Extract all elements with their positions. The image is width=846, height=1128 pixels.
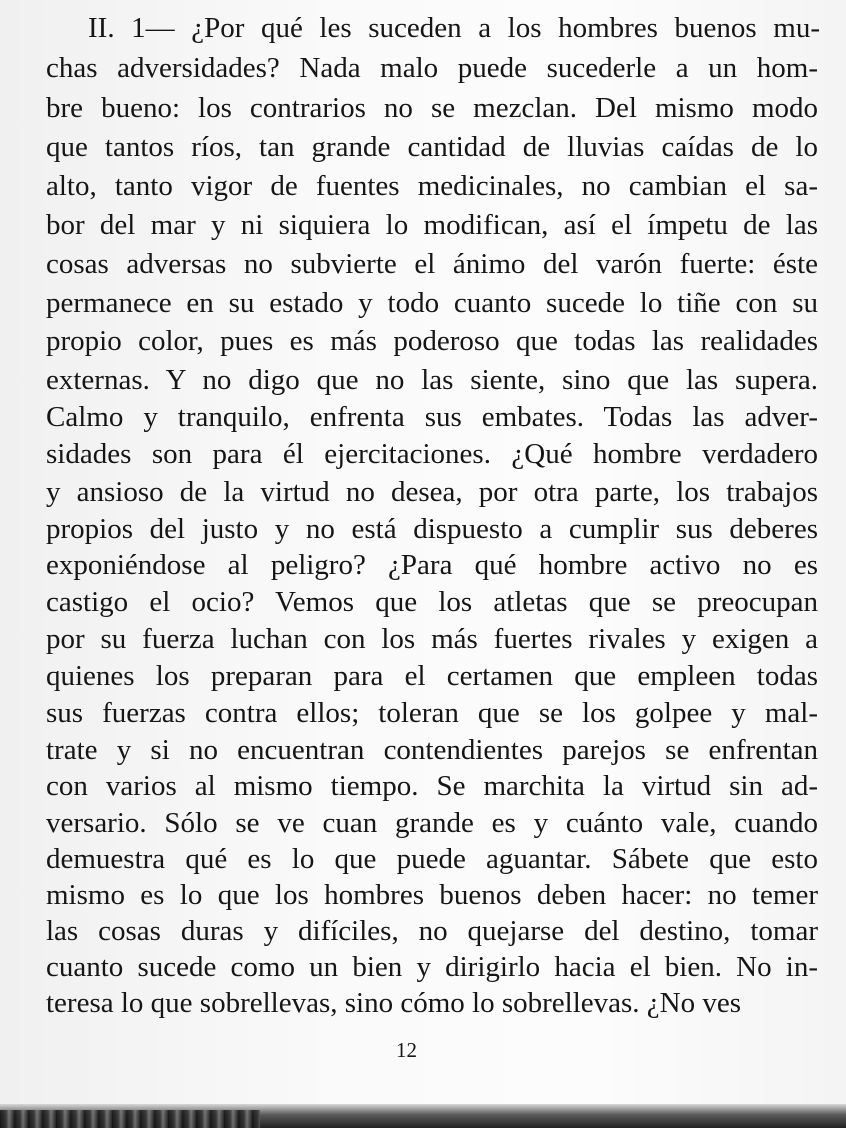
text-line: propios del justo y no está dispuesto a cumplir sus deberes xyxy=(46,513,818,545)
text-line: demuestra qué es lo que puede aguantar. Sábete que esto xyxy=(46,843,818,875)
text-line: sus fuerzas contra ellos; toleran que se los golpee y mal- xyxy=(46,697,818,729)
text-line: quienes los preparan para el certamen que empleen todas xyxy=(46,660,818,692)
text-line: permanece en su estado y todo cuanto sucede lo tiñe con su xyxy=(46,287,818,319)
text-line: II. 1— ¿Por qué les suceden a los hombres buenos mu- xyxy=(88,12,820,44)
text-line: castigo el ocio? Vemos que los atletas que se preocupan xyxy=(46,586,818,618)
text-line: Calmo y tranquilo, enfrenta sus embates. Todas las adver- xyxy=(46,401,818,433)
text-line: versario. Sólo se ve cuan grande es y cuánto vale, cuando xyxy=(46,807,818,839)
text-line: con varios al mismo tiempo. Se marchita la virtud sin ad- xyxy=(46,770,818,802)
text-line: mismo es lo que los hombres buenos deben hacer: no temer xyxy=(46,879,818,911)
text-line: por su fuerza luchan con los más fuertes rivales y exigen a xyxy=(46,623,818,655)
text-line: y ansioso de la virtud no desea, por otra parte, los trabajos xyxy=(46,476,818,508)
text-line: externas. Y no digo que no las siente, sino que las supera. xyxy=(46,364,818,396)
page-number: 12 xyxy=(396,1038,417,1062)
text-line: las cosas duras y difíciles, no quejarse del destino, tomar xyxy=(46,915,818,947)
text-line: cosas adversas no subvierte el ánimo del varón fuerte: éste xyxy=(46,248,818,280)
text-line: propio color, pues es más poderoso que todas las realidades xyxy=(46,325,818,357)
text-line: bor del mar y ni siquiera lo modifican, así el ímpetu de las xyxy=(46,209,818,241)
text-line: exponiéndose al peligro? ¿Para qué hombre activo no es xyxy=(46,549,818,581)
text-line: chas adversidades? Nada malo puede sucederle a un hom- xyxy=(46,52,818,84)
text-line: que tantos ríos, tan grande cantidad de lluvias caídas de lo xyxy=(46,131,818,163)
text-line: bre bueno: los contrarios no se mezclan. Del mismo modo xyxy=(46,92,818,124)
text-line: trate y si no encuentran contendientes parejos se enfrentan xyxy=(46,734,818,766)
text-line: cuanto sucede como un bien y dirigirlo hacia el bien. No in- xyxy=(46,951,818,983)
text-line: teresa lo que sobrellevas, sino cómo lo sobrellevas. ¿No ves xyxy=(46,987,742,1019)
text-line: sidades son para él ejercitaciones. ¿Qué hombre verdadero xyxy=(46,438,818,470)
text-line: alto, tanto vigor de fuentes medicinales, no cambian el sa- xyxy=(46,170,818,202)
page-edge-texture xyxy=(0,1110,260,1128)
